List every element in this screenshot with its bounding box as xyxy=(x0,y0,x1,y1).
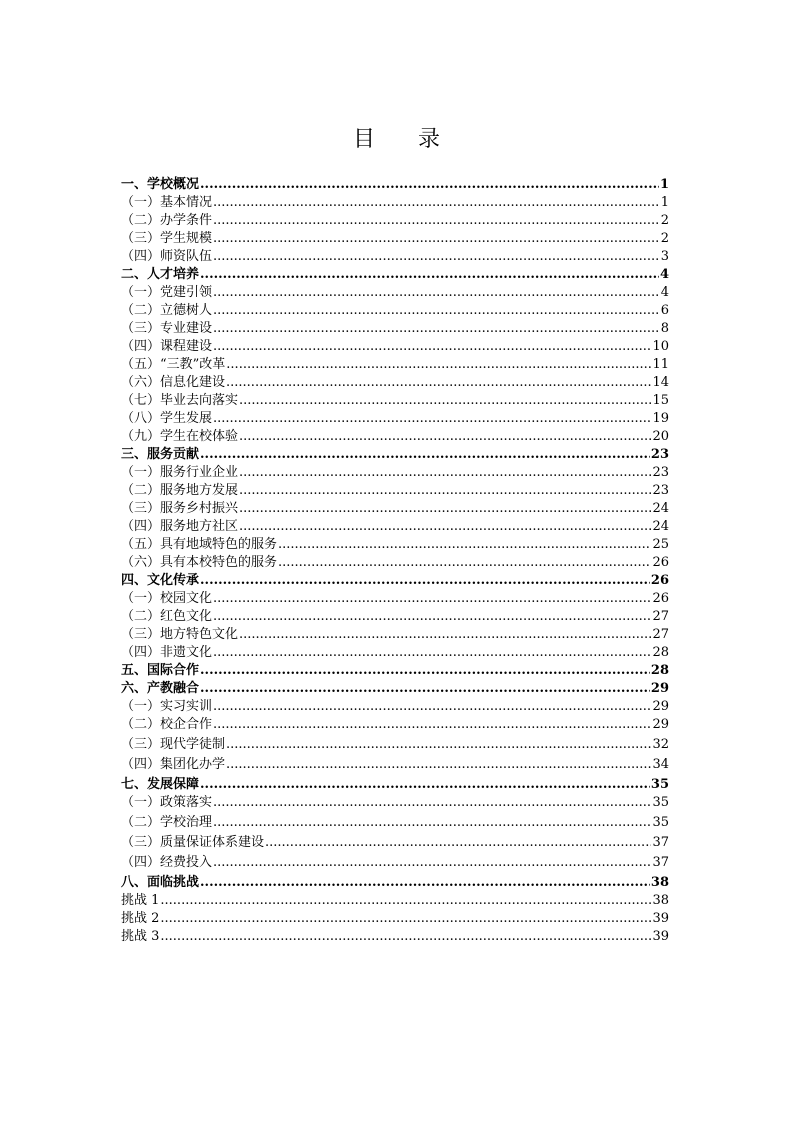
toc-page-number: 35 xyxy=(652,795,669,810)
toc-dot-leader xyxy=(200,662,650,680)
toc-entry-label: 四、文化传承 xyxy=(121,573,200,588)
toc-entry-label: （四）经费投入 xyxy=(121,855,213,870)
toc-dot-leader xyxy=(239,500,651,518)
toc-section-entry[interactable] xyxy=(121,776,669,794)
toc-entry[interactable] xyxy=(121,536,669,554)
toc-entry-label: （六）信息化建设 xyxy=(121,375,226,390)
toc-entry[interactable] xyxy=(121,794,669,812)
toc-entry[interactable] xyxy=(121,302,669,320)
toc-page-number: 1 xyxy=(659,177,669,192)
toc-dot-leader xyxy=(213,248,660,266)
toc-dot-leader xyxy=(213,230,660,248)
toc-page-number: 29 xyxy=(652,699,669,714)
toc-dot-leader xyxy=(226,756,651,774)
toc-dot-leader xyxy=(226,736,651,754)
toc-page-number: 4 xyxy=(660,285,669,300)
toc-page-number: 27 xyxy=(652,627,669,642)
toc-entry[interactable] xyxy=(121,248,669,266)
toc-page-number: 27 xyxy=(652,609,669,624)
toc-entry[interactable] xyxy=(121,230,669,248)
page-title: 目 录 xyxy=(353,127,458,152)
toc-entry[interactable] xyxy=(121,736,669,754)
toc-entry[interactable] xyxy=(121,212,669,230)
toc-page-number: 26 xyxy=(650,573,669,588)
toc-entry[interactable] xyxy=(121,928,669,946)
toc-entry-label: （四）非遗文化 xyxy=(121,645,213,660)
toc-entry-label: 三、服务贡献 xyxy=(121,447,200,462)
toc-dot-leader xyxy=(213,698,651,716)
toc-entry-label: （二）学校治理 xyxy=(121,815,213,830)
toc-page-number: 3 xyxy=(660,249,669,264)
toc-entry-label: 挑战 1 xyxy=(121,893,160,908)
toc-dot-leader xyxy=(213,608,651,626)
toc-entry[interactable] xyxy=(121,698,669,716)
toc-page-number: 24 xyxy=(652,501,669,516)
toc-dot-leader xyxy=(278,536,651,554)
toc-dot-leader xyxy=(213,212,660,230)
toc-dot-leader xyxy=(239,428,651,446)
toc-entry-label: （三）地方特色文化 xyxy=(121,627,239,642)
toc-page-number: 4 xyxy=(659,267,669,282)
toc-dot-leader xyxy=(213,644,651,662)
toc-entry-label: （五）“三教”改革 xyxy=(121,357,226,372)
toc-page-number: 39 xyxy=(652,911,669,926)
toc-page-number: 24 xyxy=(652,519,669,534)
toc-entry[interactable] xyxy=(121,716,669,734)
toc-dot-leader xyxy=(200,776,650,794)
toc-dot-leader xyxy=(200,680,650,698)
toc-page-number: 23 xyxy=(652,465,669,480)
toc-entry-label: 八、面临挑战 xyxy=(121,875,200,890)
toc-entry-label: （二）办学条件 xyxy=(121,213,213,228)
toc-page-number: 37 xyxy=(652,835,669,850)
toc-entry[interactable] xyxy=(121,410,669,428)
toc-entry[interactable] xyxy=(121,320,669,338)
toc-entry[interactable] xyxy=(121,482,669,500)
toc-entry-label: （五）具有地域特色的服务 xyxy=(121,537,278,552)
toc-entry-label: 挑战 3 xyxy=(121,929,160,944)
toc-entry-label: （八）学生发展 xyxy=(121,411,213,426)
toc-page-number: 38 xyxy=(650,875,669,890)
toc-entry-label: （三）质量保证体系建设 xyxy=(121,835,265,850)
toc-dot-leader xyxy=(239,518,651,536)
toc-entry-label: （二）红色文化 xyxy=(121,609,213,624)
toc-entry-label: （四）课程建设 xyxy=(121,339,213,354)
toc-page-number: 39 xyxy=(652,929,669,944)
toc-page-number: 1 xyxy=(660,195,669,210)
toc-page-number: 2 xyxy=(660,231,669,246)
toc-dot-leader xyxy=(213,284,660,302)
toc-entry-label: （三）现代学徒制 xyxy=(121,737,226,752)
toc-page-number: 35 xyxy=(652,815,669,830)
toc-dot-leader xyxy=(213,716,651,734)
toc-entry[interactable] xyxy=(121,464,669,482)
toc-dot-leader xyxy=(200,176,659,194)
toc-entry-label: （一）实习实训 xyxy=(121,699,213,714)
toc-dot-leader xyxy=(200,874,650,892)
toc-page-number: 10 xyxy=(652,339,669,354)
toc-page-number: 29 xyxy=(650,681,669,696)
toc-entry[interactable] xyxy=(121,854,669,872)
toc-page-number: 29 xyxy=(652,717,669,732)
toc-section-entry[interactable] xyxy=(121,176,669,194)
toc-dot-leader xyxy=(213,590,651,608)
toc-entry[interactable] xyxy=(121,644,669,662)
toc-entry-label: （二）服务地方发展 xyxy=(121,483,239,498)
toc-dot-leader xyxy=(213,794,651,812)
toc-section-entry[interactable] xyxy=(121,266,669,284)
toc-dot-leader xyxy=(226,356,651,374)
toc-page-number: 28 xyxy=(652,645,669,660)
toc-entry-label: （三）专业建设 xyxy=(121,321,213,336)
toc-entry[interactable] xyxy=(121,834,669,852)
toc-dot-leader xyxy=(213,338,651,356)
toc-entry-label: （一）校园文化 xyxy=(121,591,213,606)
toc-entry[interactable] xyxy=(121,374,669,392)
toc-entry[interactable] xyxy=(121,910,669,928)
toc-entry-label: （一）服务行业企业 xyxy=(121,465,239,480)
toc-entry-label: 挑战 2 xyxy=(121,911,160,926)
toc-section-entry[interactable] xyxy=(121,572,669,590)
toc-entry[interactable] xyxy=(121,518,669,536)
toc-section-entry[interactable] xyxy=(121,662,669,680)
toc-entry-label: （六）具有本校特色的服务 xyxy=(121,555,278,570)
toc-page-number: 2 xyxy=(660,213,669,228)
toc-entry-label: 一、学校概况 xyxy=(121,177,200,192)
toc-dot-leader xyxy=(160,928,651,946)
toc-page-number: 32 xyxy=(652,737,669,752)
toc-dot-leader xyxy=(160,892,651,910)
toc-entry[interactable] xyxy=(121,392,669,410)
toc-entry-label: （一）党建引领 xyxy=(121,285,213,300)
toc-dot-leader xyxy=(278,554,651,572)
toc-dot-leader xyxy=(239,392,651,410)
toc-entry-label: （四）集团化办学 xyxy=(121,757,226,772)
toc-page-number: 34 xyxy=(652,757,669,772)
toc-entry[interactable] xyxy=(121,626,669,644)
toc-page-number: 26 xyxy=(652,591,669,606)
toc-entry[interactable] xyxy=(121,590,669,608)
toc-entry[interactable] xyxy=(121,892,669,910)
toc-entry-label: 五、国际合作 xyxy=(121,663,200,678)
toc-dot-leader xyxy=(200,266,659,284)
toc-page-number: 35 xyxy=(650,777,669,792)
toc-section-entry[interactable] xyxy=(121,446,669,464)
toc-page-number: 28 xyxy=(650,663,669,678)
toc-entry-label: （三）服务乡村振兴 xyxy=(121,501,239,516)
toc-page-number: 8 xyxy=(660,321,669,336)
toc-page-number: 15 xyxy=(652,393,669,408)
toc-entry-label: （四）服务地方社区 xyxy=(121,519,239,534)
toc-dot-leader xyxy=(213,854,651,872)
toc-page-number: 23 xyxy=(652,483,669,498)
toc-page-number: 38 xyxy=(652,893,669,908)
toc-dot-leader xyxy=(213,302,660,320)
toc-entry[interactable] xyxy=(121,500,669,518)
toc-dot-leader xyxy=(200,446,650,464)
toc-entry-label: 七、发展保障 xyxy=(121,777,200,792)
toc-page-number: 11 xyxy=(652,357,669,372)
toc-entry[interactable] xyxy=(121,356,669,374)
toc-entry-label: （二）立德树人 xyxy=(121,303,213,318)
toc-dot-leader xyxy=(239,464,651,482)
toc-entry[interactable] xyxy=(121,814,669,832)
toc-page-number: 26 xyxy=(652,555,669,570)
toc-page-number: 19 xyxy=(652,411,669,426)
toc-dot-leader xyxy=(265,834,651,852)
toc-dot-leader xyxy=(213,320,660,338)
toc-dot-leader xyxy=(226,374,651,392)
toc-page-number: 6 xyxy=(660,303,669,318)
toc-entry-label: （四）师资队伍 xyxy=(121,249,213,264)
toc-entry-label: 六、产教融合 xyxy=(121,681,200,696)
table-of-contents xyxy=(121,176,669,946)
toc-entry[interactable] xyxy=(121,756,669,774)
toc-entry-label: （三）学生规模 xyxy=(121,231,213,246)
toc-section-entry[interactable] xyxy=(121,680,669,698)
toc-entry-label: （一）政策落实 xyxy=(121,795,213,810)
toc-page-number: 14 xyxy=(652,375,669,390)
toc-entry-label: （一）基本情况 xyxy=(121,195,213,210)
toc-dot-leader xyxy=(213,194,660,212)
toc-section-entry[interactable] xyxy=(121,874,669,892)
toc-page-number: 23 xyxy=(650,447,669,462)
toc-page-number: 20 xyxy=(652,429,669,444)
toc-entry[interactable] xyxy=(121,608,669,626)
toc-entry[interactable] xyxy=(121,194,669,212)
toc-entry-label: （二）校企合作 xyxy=(121,717,213,732)
toc-page-number: 37 xyxy=(652,855,669,870)
toc-entry-label: 二、人才培养 xyxy=(121,267,200,282)
toc-dot-leader xyxy=(200,572,650,590)
toc-page-number: 25 xyxy=(652,537,669,552)
toc-entry[interactable] xyxy=(121,428,669,446)
toc-dot-leader xyxy=(239,482,651,500)
toc-entry[interactable] xyxy=(121,338,669,356)
toc-dot-leader xyxy=(239,626,651,644)
toc-dot-leader xyxy=(160,910,651,928)
toc-dot-leader xyxy=(213,410,651,428)
toc-entry[interactable] xyxy=(121,284,669,302)
toc-dot-leader xyxy=(213,814,651,832)
toc-entry-label: （九）学生在校体验 xyxy=(121,429,239,444)
toc-entry[interactable] xyxy=(121,554,669,572)
toc-entry-label: （七）毕业去向落实 xyxy=(121,393,239,408)
